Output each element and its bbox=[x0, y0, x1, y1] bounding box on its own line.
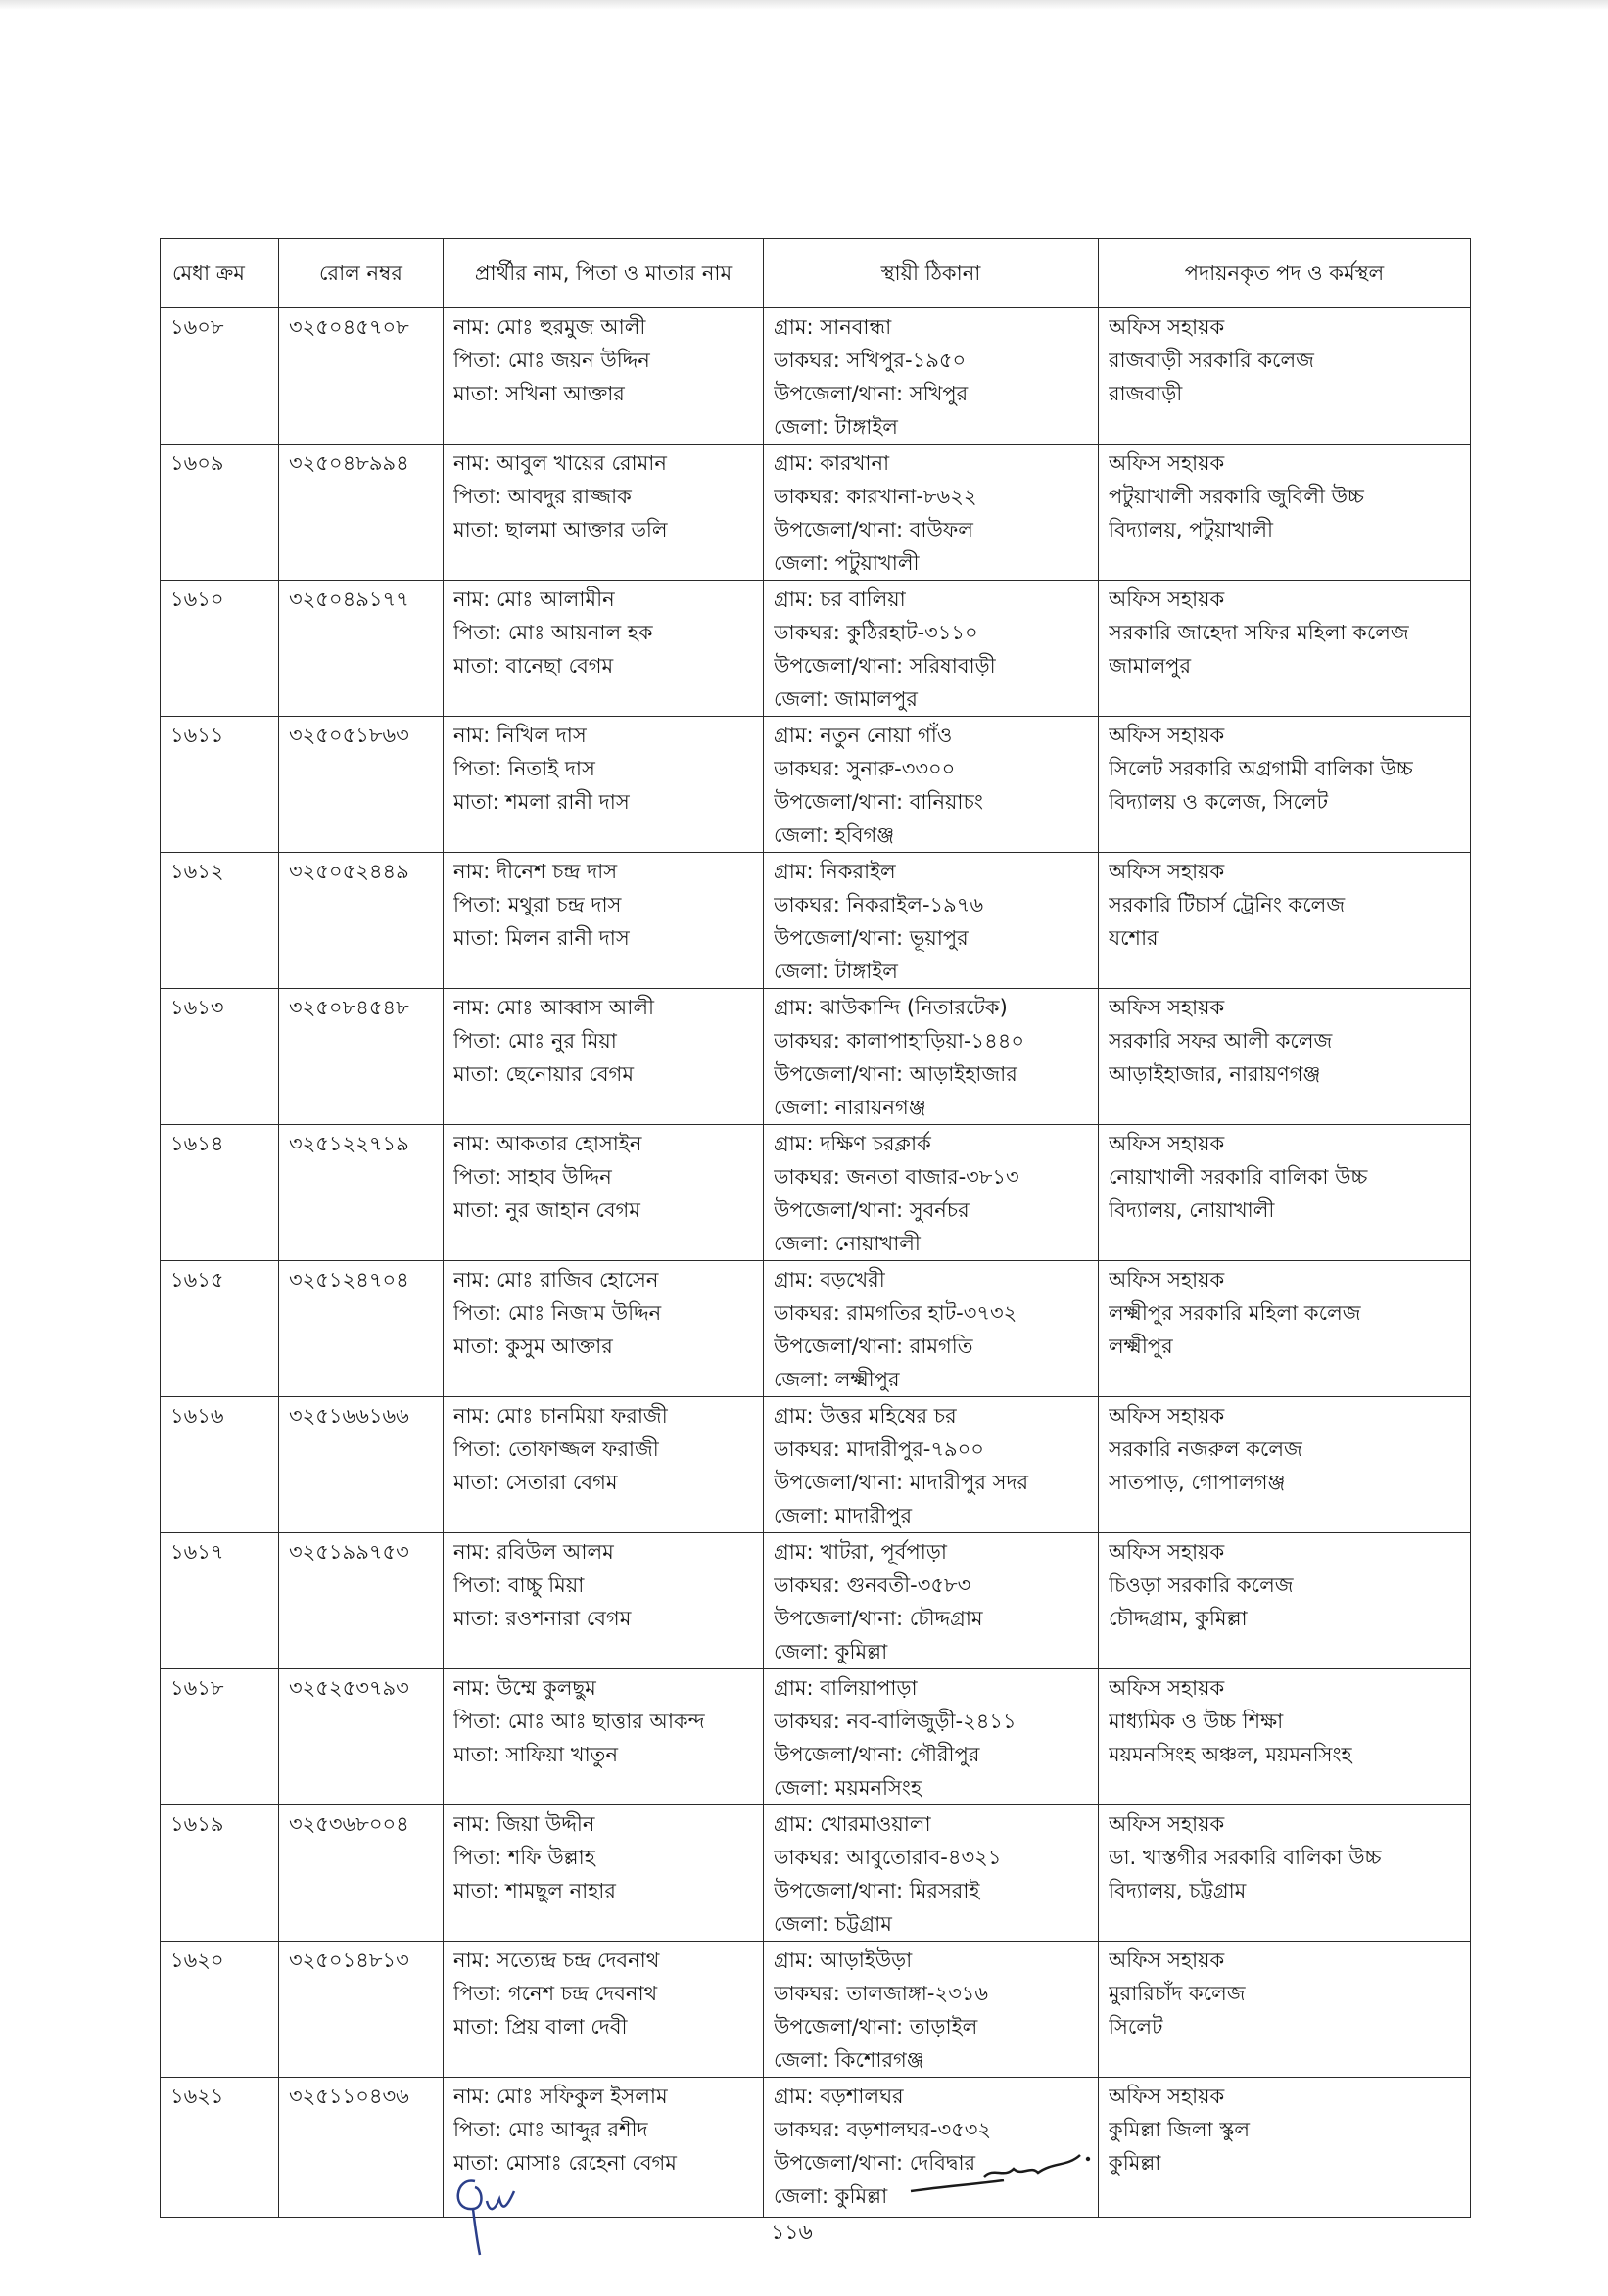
merit-cell bbox=[161, 989, 279, 1125]
candidate-cell bbox=[444, 1261, 764, 1397]
merit-text: ১৬১৩ bbox=[170, 996, 224, 1019]
upazila-text: উপজেলা/থানা: সুবর্নচর bbox=[774, 1198, 970, 1222]
district-text: জেলা: কুমিল্লা bbox=[774, 2184, 888, 2208]
father-text: পিতা: মোঃ আঃ ছাত্তার আকন্দ bbox=[453, 1710, 705, 1733]
name-text: নাম: নিখিল দাস bbox=[453, 724, 587, 747]
workplace1-text: ডা. খাস্তগীর সরকারি বালিকা উচ্চ bbox=[1109, 1846, 1382, 1869]
mother-text: মাতা: ছালমা আক্তার ডলি bbox=[453, 518, 668, 541]
name-text: নাম: আকতার হোসাইন bbox=[453, 1132, 642, 1155]
merit-list-table bbox=[160, 238, 1471, 2218]
candidate-cell bbox=[444, 445, 764, 581]
post-title-text: অফিস সহায়ক bbox=[1109, 996, 1225, 1019]
header-posting: পদায়নকৃত পদ ও কর্মস্থল bbox=[1099, 239, 1471, 308]
posting-cell bbox=[1099, 853, 1471, 989]
roll-text: ৩২৫১৬৬১৬৬ bbox=[289, 1404, 409, 1428]
merit-text: ১৬১৪ bbox=[170, 1132, 224, 1155]
posting-cell bbox=[1099, 1669, 1471, 1805]
roll-cell bbox=[279, 445, 444, 581]
post-title-text: অফিস সহায়ক bbox=[1109, 1676, 1225, 1700]
father-text: পিতা: তোফাজ্জল ফরাজী bbox=[453, 1437, 659, 1461]
posting-cell bbox=[1099, 717, 1471, 853]
workplace1-text: রাজবাড়ী সরকারি কলেজ bbox=[1109, 349, 1314, 372]
posting-cell bbox=[1099, 308, 1471, 445]
header-address: স্থায়ী ঠিকানা bbox=[764, 239, 1099, 308]
table-row bbox=[161, 2078, 1471, 2218]
workplace2-text: কুমিল্লা bbox=[1109, 2151, 1161, 2175]
father-text: পিতা: মথুরা চন্দ্র দাস bbox=[453, 893, 622, 916]
roll-cell bbox=[279, 308, 444, 445]
upazila-text: উপজেলা/থানা: মিরসরাই bbox=[774, 1879, 980, 1902]
table-row bbox=[161, 1397, 1471, 1533]
name-text: নাম: দীনেশ চন্দ্র দাস bbox=[453, 860, 618, 883]
workplace2-text: সিলেট bbox=[1109, 2015, 1163, 2038]
post-text: ডাকঘর: তালজাঙ্গা-২৩১৬ bbox=[774, 1982, 989, 2005]
roll-cell bbox=[279, 1942, 444, 2078]
workplace2-text: রাজবাড়ী bbox=[1109, 382, 1183, 405]
mother-text: মাতা: সখিনা আক্তার bbox=[453, 382, 625, 405]
post-title-text: অফিস সহায়ক bbox=[1109, 451, 1225, 475]
upazila-text: উপজেলা/থানা: বাউফল bbox=[774, 518, 973, 541]
roll-text: ৩২৫০১৪৮১৩ bbox=[289, 1948, 409, 1972]
roll-cell bbox=[279, 717, 444, 853]
table-row bbox=[161, 581, 1471, 717]
upazila-text: উপজেলা/থানা: মাদারীপুর সদর bbox=[774, 1471, 1029, 1494]
roll-cell bbox=[279, 1125, 444, 1261]
candidate-cell bbox=[444, 1533, 764, 1669]
candidate-cell bbox=[444, 853, 764, 989]
village-text: গ্রাম: খাটরা, পূর্বপাড়া bbox=[774, 1540, 947, 1564]
district-text: জেলা: নোয়াখালী bbox=[774, 1232, 921, 1255]
merit-text: ১৬১০ bbox=[170, 587, 224, 611]
father-text: পিতা: বাচ্চু মিয়া bbox=[453, 1573, 585, 1597]
father-text: পিতা: আবদুর রাজ্জাক bbox=[453, 485, 632, 508]
district-text: জেলা: নারায়নগঞ্জ bbox=[774, 1096, 926, 1119]
merit-cell bbox=[161, 445, 279, 581]
village-text: গ্রাম: দক্ষিণ চরক্লার্ক bbox=[774, 1132, 931, 1155]
mother-text: মাতা: প্রিয় বালা দেবী bbox=[453, 2015, 628, 2038]
district-text: জেলা: টাঙ্গাইল bbox=[774, 960, 898, 983]
name-text: নাম: মোঃ চানমিয়া ফরাজী bbox=[453, 1404, 668, 1428]
candidate-cell bbox=[444, 581, 764, 717]
village-text: গ্রাম: সানবান্ধা bbox=[774, 315, 892, 339]
father-text: পিতা: গনেশ চন্দ্র দেবনাথ bbox=[453, 1982, 658, 2005]
merit-cell bbox=[161, 717, 279, 853]
post-text: ডাকঘর: কুঠিরহাট-৩১১০ bbox=[774, 621, 978, 644]
upazila-text: উপজেলা/থানা: তাড়াইল bbox=[774, 2015, 978, 2038]
workplace2-text: চৌদ্দগ্রাম, কুমিল্লা bbox=[1109, 1607, 1248, 1630]
table-row bbox=[161, 1669, 1471, 1805]
workplace2-text: লক্ষ্মীপুর bbox=[1109, 1335, 1173, 1358]
merit-cell bbox=[161, 1125, 279, 1261]
workplace1-text: চিওড়া সরকারি কলেজ bbox=[1109, 1573, 1294, 1597]
posting-cell bbox=[1099, 1397, 1471, 1533]
posting-cell bbox=[1099, 989, 1471, 1125]
father-text: পিতা: মোঃ আয়নাল হক bbox=[453, 621, 653, 644]
post-text: ডাকঘর: রামগতির হাট-৩৭৩২ bbox=[774, 1301, 1017, 1325]
address-cell bbox=[764, 581, 1099, 717]
address-cell bbox=[764, 1805, 1099, 1942]
name-text: নাম: রবিউল আলম bbox=[453, 1540, 614, 1564]
post-text: ডাকঘর: গুনবতী-৩৫৮৩ bbox=[774, 1573, 971, 1597]
father-text: পিতা: মোঃ আব্দুর রশীদ bbox=[453, 2118, 648, 2141]
workplace1-text: নোয়াখালী সরকারি বালিকা উচ্চ bbox=[1109, 1165, 1368, 1189]
candidate-cell bbox=[444, 717, 764, 853]
address-cell bbox=[764, 1533, 1099, 1669]
name-text: নাম: আবুল খায়ের রোমান bbox=[453, 451, 667, 475]
workplace2-text: আড়াইহাজার, নারায়ণগঞ্জ bbox=[1109, 1062, 1321, 1086]
table-row bbox=[161, 1805, 1471, 1942]
post-title-text: অফিস সহায়ক bbox=[1109, 724, 1225, 747]
post-text: ডাকঘর: কালাপাহাড়িয়া-১৪৪০ bbox=[774, 1029, 1025, 1053]
mother-text: মাতা: শামছুল নাহার bbox=[453, 1879, 616, 1902]
village-text: গ্রাম: কারখানা bbox=[774, 451, 890, 475]
post-title-text: অফিস সহায়ক bbox=[1109, 587, 1225, 611]
roll-cell bbox=[279, 2078, 444, 2218]
name-text: নাম: সত্যেন্দ্র চন্দ্র দেবনাথ bbox=[453, 1948, 660, 1972]
post-text: ডাকঘর: নিকরাইল-১৯৭৬ bbox=[774, 893, 984, 916]
header-merit: মেধা ক্রম bbox=[161, 239, 279, 308]
posting-cell bbox=[1099, 1942, 1471, 2078]
merit-cell bbox=[161, 853, 279, 989]
merit-text: ১৬২১ bbox=[170, 2085, 224, 2108]
name-text: নাম: মোঃ রাজিব হোসেন bbox=[453, 1268, 659, 1291]
roll-text: ৩২৫২৫৩৭৯৩ bbox=[289, 1676, 409, 1700]
merit-text: ১৬১৬ bbox=[170, 1404, 224, 1428]
upazila-text: উপজেলা/থানা: সরিষাবাড়ী bbox=[774, 654, 996, 678]
workplace1-text: সরকারি নজরুল কলেজ bbox=[1109, 1437, 1302, 1461]
village-text: গ্রাম: আড়াইউড়া bbox=[774, 1948, 913, 1972]
workplace1-text: মুরারিচাঁদ কলেজ bbox=[1109, 1982, 1246, 2005]
post-title-text: অফিস সহায়ক bbox=[1109, 1540, 1225, 1564]
post-text: ডাকঘর: মাদারীপুর-৭৯০০ bbox=[774, 1437, 984, 1461]
upazila-text: উপজেলা/থানা: সখিপুর bbox=[774, 382, 969, 405]
mother-text: মাতা: সাফিয়া খাতুন bbox=[453, 1743, 618, 1766]
upazila-text: উপজেলা/থানা: আড়াইহাজার bbox=[774, 1062, 1017, 1086]
post-text: ডাকঘর: কারখানা-৮৬২২ bbox=[774, 485, 977, 508]
merit-text: ১৬১৮ bbox=[170, 1676, 224, 1700]
mother-text: মাতা: বানেছা বেগম bbox=[453, 654, 614, 678]
merit-cell bbox=[161, 2078, 279, 2218]
upazila-text: উপজেলা/থানা: রামগতি bbox=[774, 1335, 973, 1358]
post-title-text: অফিস সহায়ক bbox=[1109, 1948, 1225, 1972]
roll-cell bbox=[279, 1669, 444, 1805]
name-text: নাম: জিয়া উদ্দীন bbox=[453, 1812, 595, 1836]
district-text: জেলা: হবিগঞ্জ bbox=[774, 823, 895, 847]
district-text: জেলা: পটুয়াখালী bbox=[774, 551, 920, 575]
posting-cell bbox=[1099, 1125, 1471, 1261]
merit-cell bbox=[161, 1805, 279, 1942]
merit-text: ১৬২০ bbox=[170, 1948, 224, 1972]
roll-text: ৩২৫১২৪৭০৪ bbox=[289, 1268, 409, 1291]
address-cell bbox=[764, 308, 1099, 445]
table-row bbox=[161, 1942, 1471, 2078]
father-text: পিতা: সাহাব উদ্দিন bbox=[453, 1165, 612, 1189]
merit-text: ১৬১২ bbox=[170, 860, 224, 883]
header-candidate: প্রার্থীর নাম, পিতা ও মাতার নাম bbox=[444, 239, 764, 308]
workplace1-text: সরকারি জাহেদা সফির মহিলা কলেজ bbox=[1109, 621, 1409, 644]
post-title-text: অফিস সহায়ক bbox=[1109, 1132, 1225, 1155]
post-text: ডাকঘর: জনতা বাজার-৩৮১৩ bbox=[774, 1165, 1019, 1189]
village-text: গ্রাম: বড়খেরী bbox=[774, 1268, 885, 1291]
address-cell bbox=[764, 1942, 1099, 2078]
candidate-cell bbox=[444, 1125, 764, 1261]
father-text: পিতা: মোঃ নিজাম উদ্দিন bbox=[453, 1301, 662, 1325]
candidate-cell bbox=[444, 1805, 764, 1942]
mother-text: মাতা: রওশনারা বেগম bbox=[453, 1607, 632, 1630]
district-text: জেলা: ময়মনসিংহ bbox=[774, 1776, 922, 1800]
village-text: গ্রাম: বড়শালঘর bbox=[774, 2085, 904, 2108]
father-text: পিতা: নিতাই দাস bbox=[453, 757, 595, 780]
merit-text: ১৬০৯ bbox=[170, 451, 224, 475]
merit-text: ১৬১১ bbox=[170, 724, 224, 747]
mother-text: মাতা: নুর জাহান বেগম bbox=[453, 1198, 640, 1222]
merit-cell bbox=[161, 581, 279, 717]
merit-text: ১৬১৯ bbox=[170, 1812, 224, 1836]
candidate-cell bbox=[444, 1397, 764, 1533]
address-cell bbox=[764, 1261, 1099, 1397]
workplace2-text: বিদ্যালয়, চট্টগ্রাম bbox=[1109, 1879, 1247, 1902]
roll-cell bbox=[279, 1533, 444, 1669]
name-text: নাম: মোঃ আব্বাস আলী bbox=[453, 996, 655, 1019]
upazila-text: উপজেলা/থানা: চৌদ্দগ্রাম bbox=[774, 1607, 983, 1630]
upazila-text: উপজেলা/থানা: বানিয়াচং bbox=[774, 790, 983, 814]
merit-cell bbox=[161, 1397, 279, 1533]
name-text: নাম: মোঃ হুরমুজ আলী bbox=[453, 315, 646, 339]
posting-cell bbox=[1099, 1805, 1471, 1942]
merit-cell bbox=[161, 1669, 279, 1805]
district-text: জেলা: চট্টগ্রাম bbox=[774, 1912, 892, 1936]
merit-cell bbox=[161, 308, 279, 445]
village-text: গ্রাম: চর বালিয়া bbox=[774, 587, 906, 611]
roll-text: ৩২৫১৯৯৭৫৩ bbox=[289, 1540, 409, 1564]
initials-signature bbox=[446, 2152, 534, 2260]
candidate-cell bbox=[444, 1669, 764, 1805]
mother-text: মাতা: মোসাঃ রেহেনা বেগম bbox=[453, 2151, 677, 2175]
workplace1-text: মাধ্যমিক ও উচ্চ শিক্ষা bbox=[1109, 1710, 1284, 1733]
post-text: ডাকঘর: সুনারু-৩৩০০ bbox=[774, 757, 956, 780]
roll-text: ৩২৫০৪৯১৭৭ bbox=[289, 587, 409, 611]
roll-text: ৩২৫১২২৭১৯ bbox=[289, 1132, 409, 1155]
roll-cell bbox=[279, 1805, 444, 1942]
table-row bbox=[161, 717, 1471, 853]
address-cell bbox=[764, 717, 1099, 853]
roll-cell bbox=[279, 1261, 444, 1397]
village-text: গ্রাম: নতুন নোয়া গাঁও bbox=[774, 724, 953, 747]
district-text: জেলা: কিশোরগঞ্জ bbox=[774, 2048, 924, 2072]
workplace1-text: কুমিল্লা জিলা স্কুল bbox=[1109, 2118, 1251, 2141]
workplace1-text: সিলেট সরকারি অগ্রগামী বালিকা উচ্চ bbox=[1109, 757, 1413, 780]
candidate-cell bbox=[444, 308, 764, 445]
district-text: জেলা: মাদারীপুর bbox=[774, 1504, 913, 1527]
table-row bbox=[161, 308, 1471, 445]
post-text: ডাকঘর: সখিপুর-১৯৫০ bbox=[774, 349, 967, 372]
workplace1-text: সরকারি টিচার্স ট্রেনিং কলেজ bbox=[1109, 893, 1346, 916]
address-cell bbox=[764, 1125, 1099, 1261]
posting-cell bbox=[1099, 1533, 1471, 1669]
table-row bbox=[161, 1125, 1471, 1261]
district-text: জেলা: কুমিল্লা bbox=[774, 1640, 888, 1663]
mother-text: মাতা: ছেনোয়ার বেগম bbox=[453, 1062, 634, 1086]
table-row bbox=[161, 989, 1471, 1125]
workplace1-text: সরকারি সফর আলী কলেজ bbox=[1109, 1029, 1333, 1053]
roll-text: ৩২৫৩৬৮০০৪ bbox=[289, 1812, 409, 1836]
roll-text: ৩২৫০৪৮৯৯৪ bbox=[289, 451, 409, 475]
father-text: পিতা: মোঃ নুর মিয়া bbox=[453, 1029, 617, 1053]
workplace1-text: পটুয়াখালী সরকারি জুবিলী উচ্চ bbox=[1109, 485, 1364, 508]
table-row bbox=[161, 1533, 1471, 1669]
workplace2-text: ময়মনসিংহ অঞ্চল, ময়মনসিংহ bbox=[1109, 1743, 1352, 1766]
village-text: গ্রাম: নিকরাইল bbox=[774, 860, 896, 883]
mother-text: মাতা: সেতারা বেগম bbox=[453, 1471, 618, 1494]
post-text: ডাকঘর: আবুতোরাব-৪৩২১ bbox=[774, 1846, 1002, 1869]
name-text: নাম: উম্মে কুলছুম bbox=[453, 1676, 596, 1700]
candidate-cell bbox=[444, 1942, 764, 2078]
name-text: নাম: মোঃ আলামীন bbox=[453, 587, 615, 611]
upazila-text: উপজেলা/থানা: ভূয়াপুর bbox=[774, 926, 969, 950]
father-text: পিতা: মোঃ জয়ন উদ্দিন bbox=[453, 349, 650, 372]
roll-text: ৩২৫০৮৪৫৪৮ bbox=[289, 996, 409, 1019]
workplace2-text: বিদ্যালয়, নোয়াখালী bbox=[1109, 1198, 1275, 1222]
address-cell bbox=[764, 445, 1099, 581]
candidate-cell bbox=[444, 989, 764, 1125]
post-title-text: অফিস সহায়ক bbox=[1109, 1268, 1225, 1291]
district-text: জেলা: লক্ষ্মীপুর bbox=[774, 1368, 900, 1391]
merit-text: ১৬১৭ bbox=[170, 1540, 224, 1564]
village-text: গ্রাম: ঝাউকান্দি (নিতারটেক) bbox=[774, 996, 1008, 1019]
posting-cell bbox=[1099, 1261, 1471, 1397]
district-text: জেলা: জামালপুর bbox=[774, 687, 918, 711]
upazila-text: উপজেলা/থানা: গৌরীপুর bbox=[774, 1743, 980, 1766]
scan-edge bbox=[0, 0, 1608, 10]
district-text: জেলা: টাঙ্গাইল bbox=[774, 415, 898, 439]
father-text: পিতা: শফি উল্লাহ bbox=[453, 1846, 595, 1869]
posting-cell bbox=[1099, 2078, 1471, 2218]
village-text: গ্রাম: উত্তর মহিষের চর bbox=[774, 1404, 957, 1428]
village-text: গ্রাম: খোরমাওয়ালা bbox=[774, 1812, 931, 1836]
workplace1-text: লক্ষ্মীপুর সরকারি মহিলা কলেজ bbox=[1109, 1301, 1361, 1325]
mother-text: মাতা: মিলন রানী দাস bbox=[453, 926, 630, 950]
merit-cell bbox=[161, 1533, 279, 1669]
post-title-text: অফিস সহায়ক bbox=[1109, 860, 1225, 883]
workplace2-text: সাতপাড়, গোপালগঞ্জ bbox=[1109, 1471, 1286, 1494]
roll-text: ৩২৫১১০৪৩৬ bbox=[289, 2085, 409, 2108]
posting-cell bbox=[1099, 445, 1471, 581]
roll-text: ৩২৫০৫১৮৬৩ bbox=[289, 724, 409, 747]
roll-cell bbox=[279, 1397, 444, 1533]
workplace2-text: যশোর bbox=[1109, 926, 1159, 950]
table-header-row bbox=[161, 239, 1471, 308]
workplace2-text: জামালপুর bbox=[1109, 654, 1192, 678]
roll-cell bbox=[279, 989, 444, 1125]
post-title-text: অফিস সহায়ক bbox=[1109, 2085, 1225, 2108]
name-text: নাম: মোঃ সফিকুল ইসলাম bbox=[453, 2085, 668, 2108]
merit-cell bbox=[161, 1261, 279, 1397]
village-text: গ্রাম: বালিয়াপাড়া bbox=[774, 1676, 918, 1700]
upazila-text: উপজেলা/থানা: দেবিদ্বার bbox=[774, 2151, 976, 2175]
workplace2-text: বিদ্যালয়, পটুয়াখালী bbox=[1109, 518, 1273, 541]
roll-text: ৩২৫০৫২৪৪৯ bbox=[289, 860, 409, 883]
merit-cell bbox=[161, 1942, 279, 2078]
mother-text: মাতা: কুসুম আক্তার bbox=[453, 1335, 613, 1358]
table-row bbox=[161, 1261, 1471, 1397]
address-cell bbox=[764, 989, 1099, 1125]
officer-signature bbox=[906, 2147, 1102, 2206]
merit-text: ১৬১৫ bbox=[170, 1268, 224, 1291]
roll-cell bbox=[279, 581, 444, 717]
post-title-text: অফিস সহায়ক bbox=[1109, 315, 1225, 339]
post-text: ডাকঘর: নব-বালিজুড়ী-২৪১১ bbox=[774, 1710, 1017, 1733]
page-number: ১১৬ bbox=[771, 2221, 813, 2245]
workplace2-text: বিদ্যালয় ও কলেজ, সিলেট bbox=[1109, 790, 1329, 814]
table-row bbox=[161, 853, 1471, 989]
merit-text: ১৬০৮ bbox=[170, 315, 224, 339]
table-row bbox=[161, 445, 1471, 581]
roll-text: ৩২৫০৪৫৭০৮ bbox=[289, 315, 409, 339]
posting-cell bbox=[1099, 581, 1471, 717]
header-roll: রোল নম্বর bbox=[279, 239, 444, 308]
mother-text: মাতা: শমলা রানী দাস bbox=[453, 790, 630, 814]
roll-cell bbox=[279, 853, 444, 989]
post-title-text: অফিস সহায়ক bbox=[1109, 1404, 1225, 1428]
post-text: ডাকঘর: বড়শালঘর-৩৫৩২ bbox=[774, 2118, 992, 2141]
post-title-text: অফিস সহায়ক bbox=[1109, 1812, 1225, 1836]
address-cell bbox=[764, 1397, 1099, 1533]
address-cell bbox=[764, 1669, 1099, 1805]
address-cell bbox=[764, 853, 1099, 989]
